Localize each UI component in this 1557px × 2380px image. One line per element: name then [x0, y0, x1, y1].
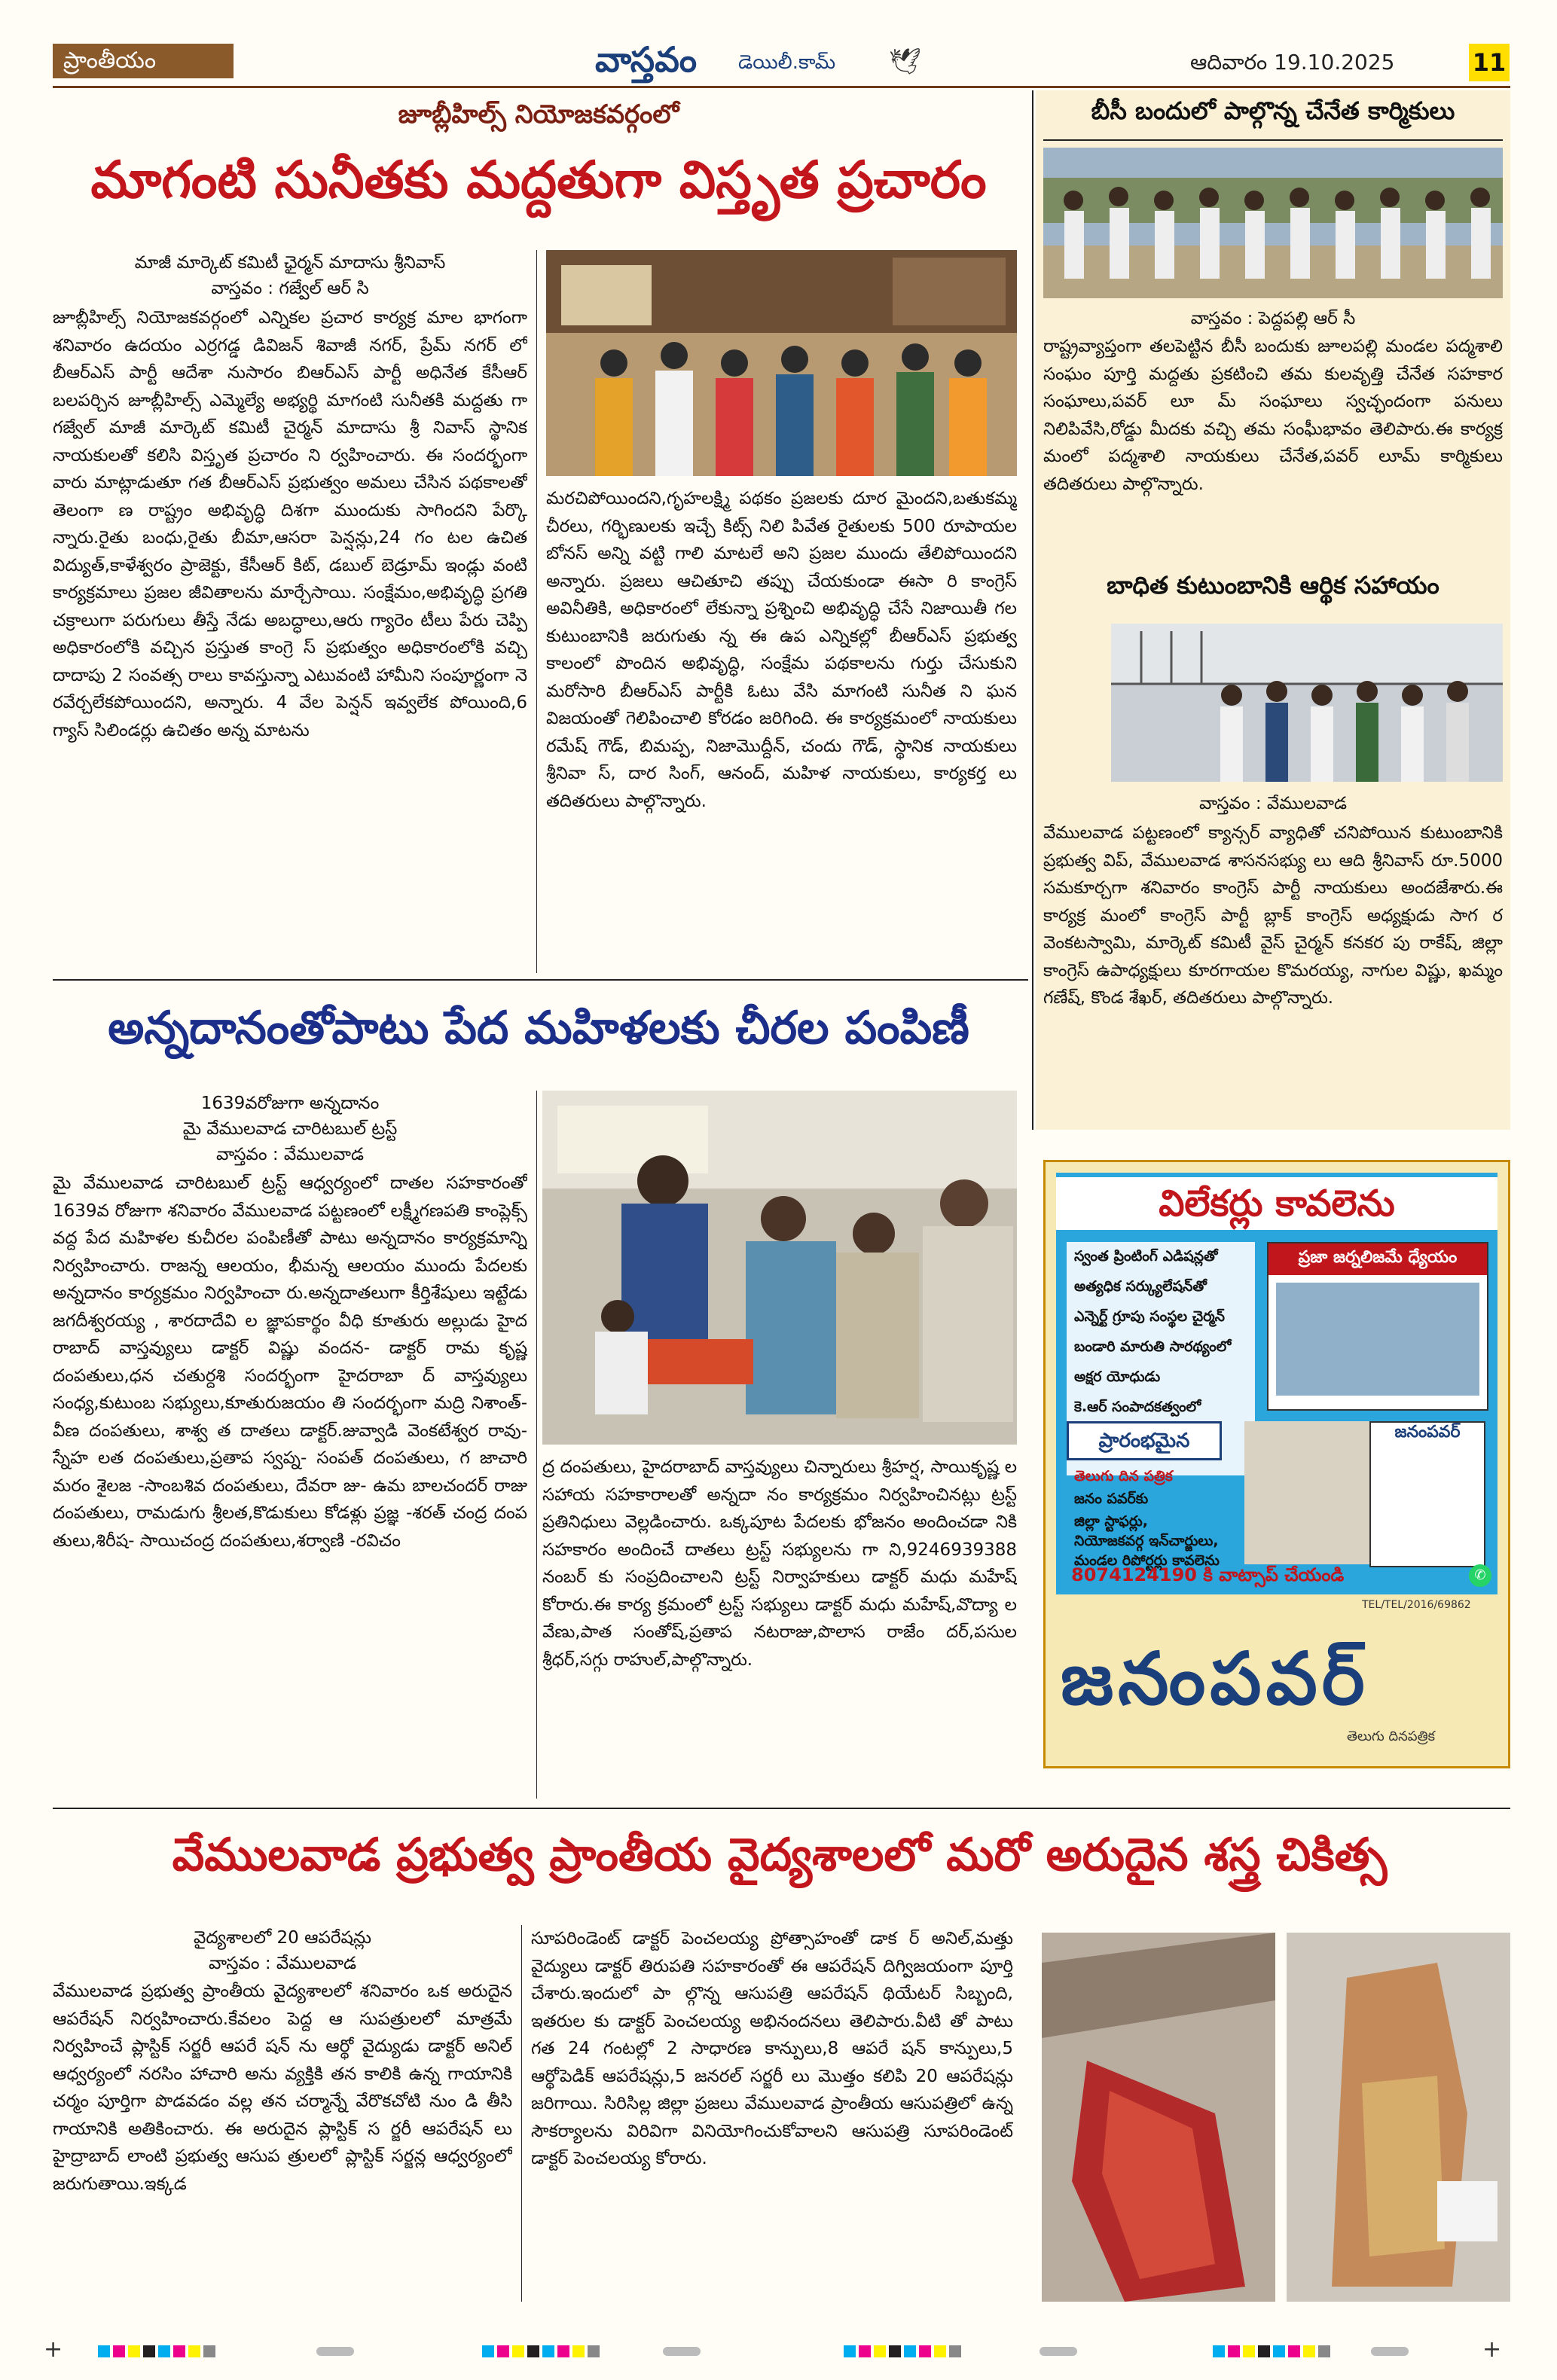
story3-column-1: వేములవాడ ప్రభుత్వ ప్రాంతీయ వైద్యశాలలో శనివారం ఒక అరుదైన ఆపరేషన్ నిర్వహించారు.కేవలం పెద్ద ఆ సుపత్రులలో మాత్రమే నిర్వహించే ప్లాస్టిక్ సర్జరీ ఆపరే షన్ ను ఆర్థో వైద్యుడు డాక్టర్ అనిల్ ఆధ్వర్యంలో నరసిం హాచారి అను వ్యక్తికి తన కాలికి ఉన్న గాయానికి చర్మం పూర్తిగా పొడవడం వల్ల తన చర్మాన్నే వేరొకచోటి నుం డి తీసి గాయానికి అతికించారు. ఈ అరుదైన ప్లాస్టిక్ స ర్జరీ ఆపరేషన్ లు హైద్రాబాద్ లాంటి ప్రభుత్వ ఆసుప త్రులలో ప్లాస్టిక్ సర్జన్ల ఆధ్వర్యంలో జరుగుతాయి.ఇక్కడ	[53, 1982, 512, 2194]
side2-body: వేములవాడ పట్టణంలో క్యాన్సర్ వ్యాధితో చనిపోయిన కుటుంబానికి ప్రభుత్వ విప్, వేములవాడ శాసనసభ్యు లు ఆది శ్రీనివాస్ రూ.5000 సమకూర్చగా శనివారం కాంగ్రెస్ పార్టీ నాయకులు అందజేశారు.ఈ కార్యక్ర మంలో కాంగ్రెస్ పార్టీ బ్లాక్ కాంగ్రెస్ అధ్యక్షుడు సాగ ర వెంకటస్వామి, మార్కెట్ కమిటీ వైస్ చైర్మన్ కనకర పు రాకేష్, జిల్లా కాంగ్రెస్ ఉపాధ్యక్షులు కూరగాయల కొమరయ్య, నాగుల విష్ణు, ఖమ్మం గణేష్, కొండ శేఖర్, తదితరులు పాల్గొన్నారు.	[1043, 823, 1503, 1008]
color-swatch	[188, 2345, 200, 2357]
story3-column-2: సూపరిండెంట్ డాక్టర్ పెంచలయ్య ప్రోత్సాహంతో డాక ర్ అనిల్,మత్తు వైద్యులు డాక్టర్ తిరుపతి సహకారంతో ఈ ఆపరేషన్ దిగ్విజయంగా పూర్తి చేశారు.ఇందులో పా ల్గొన్న ఆసుపత్రి ఆపరేషన్ థియేటర్ సిబ్బంది, ఇతరుల కు డాక్టర్ పెంచలయ్య అభినందనలు తెలిపారు.వీటి తో పాటు గత 24 గంటల్లో 2 సాధారణ కాన్పులు,8 ఆపరే షన్ కాన్పులు,5 ఆర్థోపెడిక్ ఆపరేషన్లు,5 జనరల్ సర్జరీ లు మొత్తం కలిపి 20 ఆపరేషన్లు జరిగాయి. సిరిసిల్ల జిల్లా ప్రజలు వేములవాడ ప్రాంతీయ ఆసుపత్రిలో ఉన్న సౌకర్యాలను విరివిగా వినియోగించుకోవాలని ఆసుపత్రి సూపరిండెంట్ డాక్టర్ పెంచలయ్య కోరారు.	[531, 1929, 1013, 2168]
weavers-protest-photo	[1043, 148, 1503, 298]
ad-brand-tagline: తెలుగు దినపత్రిక	[1347, 1729, 1436, 1744]
whatsapp-icon: ✆	[1469, 1564, 1491, 1587]
color-swatch	[1243, 2345, 1255, 2357]
side1-headline: బీసీ బందులో పాల్గొన్న చేనేత కార్మికులు	[1091, 96, 1455, 125]
sidebar-divider	[1032, 90, 1033, 1130]
ad-brand-logo: జనంపవర్	[1061, 1637, 1369, 1721]
color-calibration-bars	[90, 2344, 1476, 2360]
page-number: 11	[1469, 44, 1510, 81]
ad-banner: ప్రజా జర్నలిజమే ధ్యేయం	[1268, 1243, 1487, 1275]
color-swatch	[203, 2345, 215, 2357]
color-swatch	[527, 2345, 539, 2357]
registration-mark-icon: +	[1482, 2336, 1502, 2363]
ad-line: తెలుగు దిన పత్రిక	[1074, 1468, 1173, 1484]
color-swatch	[128, 2345, 140, 2357]
color-swatch	[919, 2345, 931, 2357]
ad-line: అక్షర యోధుడు	[1074, 1368, 1161, 1385]
column-divider	[536, 250, 537, 973]
story2-column-2: ద్ర దంపతులు, హైదరాబాద్ వాస్తవ్యులు చిన్నారులు శ్రీహర్ష, సాయికృష్ణ ల సహాయ సహకారాలతో అన్నదా నం కార్యక్రమం నిర్వహించినట్లు ట్రస్ట్ ప్రతినిధులు వెల్లడించారు. ఒక్కపూట పేదలకు భోజనం అందించడా నికి సహకారం అందించే దాతలు ట్రస్ట్ సభ్యులను గా ని,9246939388 నంబర్ కు సంప్రదించాలని ట్రస్ట్ నిర్వాహకులు డాక్టర్ మధు మహేష్ కోరారు.ఈ కార్య క్రమంలో ట్రస్ట్ సభ్యులు డాక్టర్ మధు మహేష్,వొద్యా ల వేణు,పాత సంతోష్,ప్రతాప నటరాజు,పొలాస రాజేం దర్,పసుల శ్రీధర్,సగ్గు రాహుల్,పాల్గొన్నారు.	[542, 1457, 1017, 1670]
color-swatch	[143, 2345, 155, 2357]
saree-distribution-photo	[542, 1091, 1017, 1445]
color-swatch	[557, 2345, 569, 2357]
column-divider	[521, 1925, 522, 2302]
ad-line: స్వంత ప్రింటింగ్ ఎడిషన్లతో	[1074, 1248, 1218, 1265]
color-swatch	[482, 2345, 494, 2357]
story3-headline: వేములవాడ ప్రభుత్వ ప్రాంతీయ వైద్యశాలలో మరో అరుదైన శస్త్ర చికిత్స	[172, 1829, 1388, 1881]
ad-line: మండల రిపోర్టర్లు కావలెను	[1074, 1552, 1220, 1569]
story3-byline-count: వైద్యశాలలో 20 ఆపరేషన్లు	[194, 1928, 371, 1948]
gray-swatch	[316, 2347, 354, 2356]
ad-mini-paper: జనంపవర్	[1369, 1421, 1485, 1567]
aid-handover-photo	[1111, 624, 1503, 782]
story3-byline-place: వాస్తవం : వేములవాడ	[209, 1954, 356, 1973]
color-swatch	[512, 2345, 524, 2357]
ad-line: కె.ఆర్ సంపాదకత్వంలో	[1074, 1399, 1201, 1415]
color-swatch	[889, 2345, 901, 2357]
color-swatch	[542, 2345, 554, 2357]
color-swatch	[904, 2345, 916, 2357]
color-swatch	[1303, 2345, 1315, 2357]
story-divider	[53, 979, 1028, 981]
ad-line: జనం పవర్‌కు	[1074, 1491, 1149, 1507]
color-swatch	[949, 2345, 961, 2357]
color-swatch	[859, 2345, 871, 2357]
color-swatch	[1288, 2345, 1300, 2357]
masthead-subtitle: డెయిలీ.కామ్	[738, 51, 836, 74]
color-swatch	[934, 2345, 946, 2357]
color-swatch	[572, 2345, 585, 2357]
story2-column-1: మై వేములవాడ చారిటబుల్ ట్రస్ట్ ఆధ్వర్యంలో దాతల సహకారంతో 1639వ రోజుగా శనివారం వేములవాడ పట్టణంలో లక్ష్మీగణపతి కాంప్లెక్స్ వద్ద పేద మహిళల కుచీరల పంపిణీతో పాటు అన్నదానం కార్యక్రమాన్ని నిర్వహించారు. రాజన్న ఆలయం, భీమన్న ఆలయం ముందు పేదలకు అన్నదానం కార్యక్రమం నిర్వహించా రు.అన్నదాతలుగా కీర్తిశేషులు ఇట్టేడు జగదీశ్వరయ్య , శారదాదేవి ల జ్ఞాపకార్థం వీధి కూతురు అల్లుడు హైద రాబాద్ వాస్తవ్యులు డాక్టర్ విష్ణు వందన- డాక్టర్ రామ కృష్ణ దంపతులు,ధన చతుర్దశి సందర్భంగా హైదరాబా ద్ వాస్తవ్యులు సంధ్య,కుటుంబ సభ్యులు,కూతురుజయం తి సందర్భంగా మద్రి నిశాంత్- వీణ దంపతులు, శాశ్వ త దాతలు డాక్టర్.జువ్వాడి వెంకటేశ్వర రావు- స్నేహ లత దంపతులు,ప్రతాప స్వప్న- సంపత్ దంపతులు, గ జాచారి మరం శైలజ -సాంబశివ దంపతులు, దేవరా జు- ఉమ బాలచందర్ రాజు దంపతులు, రామడుగు శ్రీలత,కొడుకులు కోడళ్లు ప్రజ్ఞ -శరత్ చంద్ర దంప తులు,శిరీష- సాయిచంద్ర దంపతులు,శర్వాణి -రవిచం	[53, 1173, 527, 1551]
side1-body: రాష్ట్రవ్యాప్తంగా తలపెట్టిన బీసీ బందుకు జూలపల్లి మండల పద్మశాలి సంఘం పూర్తి మద్దతు ప్రకటించి తమ కులవృత్తి చేనేత సహకార సంఘాలు,పవర్ లూ మ్ సంఘాలు స్వచ్ఛందంగా పనులు నిలిపివేసి,రోడ్డు మీదకు వచ్చి తమ సంఘీభావం తెలిపారు.ఈ కార్యక్ర మంలో పద్మశాలి నాయకులు చేనేత,పవర్ లూమ్ కార్మికులు తదితరులు పాల్గొన్నారు.	[1043, 337, 1503, 494]
side1-rule	[1043, 139, 1503, 141]
ad-line: అత్యధిక సర్క్యులేషన్‌తో	[1074, 1278, 1207, 1295]
page-header	[53, 39, 1510, 88]
story1-column-2: మరచిపోయిందని,గృహలక్ష్మి పథకం ప్రజలకు దూర మైందని,బతుకమ్మ చీరలు, గర్భిణులకు ఇచ్చే కిట్స్ నిలి పివేత రైతులకు 500 రూపాయల బోనస్ అన్ని వట్టి గాలి మాటలే అని ప్రజల ముందు తేలిపోయిందని అన్నారు. ప్రజలు ఆచితూచి తప్పు చేయకుండా ఈసా రి కాంగ్రెస్ అవినీతికి, అధికారంలో లేకున్నా ప్రశ్నించి అభివృద్ధి చేసే నిజాయితీ గల కుటుంబానికి జరుగుతు న్న ఈ ఉప ఎన్నికల్లో బీఆర్ఎస్ ప్రభుత్వ కాలంలో పొందిన అభివృద్ధి, సంక్షేమ పథకాలను గుర్తు చేసుకుని మరోసారి బీఆర్ఎస్ పార్టీకి ఓటు వేసి మాగంటి సునీత ని ఘన విజయంతో గెలిపించాలి కోరడం జరిగింది. ఈ కార్యక్రమంలో నాయకులు రమేష్ గౌడ్, బిమప్ప, నిజామొద్దీన్, చందు గౌడ్, స్థానిక నాయకులు శ్రీనివా స్, దార సింగ్, ఆనంద్, మహిళ నాయకులు, కార్యకర్త లు తదితరులు పాల్గొన్నారు.	[546, 489, 1017, 811]
color-swatch	[1258, 2345, 1270, 2357]
ad-line: జిల్లా స్టాఫర్లు,	[1074, 1513, 1148, 1530]
story1-byline-place: వాస్తవం : గజ్వేల్ ఆర్ సి	[211, 279, 369, 298]
registration-mark-icon: +	[44, 2336, 63, 2363]
surgery-photo-2	[1287, 1933, 1510, 2302]
side2-headline: బాధిత కుటుంబానికి ఆర్థిక సహాయం	[1107, 571, 1439, 600]
ad-line: నియోజకవర్గ ఇన్‌చార్జులు,	[1074, 1533, 1219, 1549]
story1-byline-title: మాజీ మార్కెట్ కమిటీ ఛైర్మన్ మాదాసు శ్రీనివాస్	[134, 253, 446, 273]
color-swatch	[844, 2345, 856, 2357]
masthead-title: వాస్తవం	[595, 39, 698, 80]
ad-phone: 8074124190 కి వాట్సాప్ చేయండి	[1071, 1564, 1345, 1585]
side2-byline: వాస్తవం : వేములవాడ	[1199, 794, 1347, 813]
surgery-photo-1	[1042, 1933, 1275, 2302]
story1-column-1: జూబ్లీహిల్స్ నియోజకవర్గంలో ఎన్నికల ప్రచార కార్యక్ర మాల భాగంగా శనివారం ఉదయం ఎర్రగడ్డ డివిజన్ శివాజీ నగర్, ప్రేమ్ నగర్ లో బీఆర్ఎస్ పార్టీ ఆదేశా నుసారం బిఆర్ఎస్ పార్టీ అధినేత కేసీఆర్ బలపర్చిన జూబ్లీహిల్స్ ఎమ్మెల్యే అభ్యర్థి మాగంటి సునీతకి మద్దతు గా గజ్వేల్ మాజీ మార్కెట్ కమిటీ చైర్మన్ మాదాసు శ్రీ నివాస్ స్థానిక నాయకులతో కలిసి విస్తృత ప్రచారం ని ర్వహించారు. ఈ సందర్భంగా వారు మాట్లాడుతూ గత బీఆర్ఎస్ ప్రభుత్వం అమలు చేసిన పథకాలతో తెలంగా ణ రాష్ట్రం అభివృద్ధి దిశగా ముందుకు సాగిందని పేర్కొ న్నారు.రైతు బంధు,రైతు బీమా,ఆసరా పెన్షన్లు,24 గం టల ఉచిత విద్యుత్,కాళేశ్వరం ప్రాజెక్టు, కేసీఆర్ కిట్, డబుల్ బెడ్రూమ్ ఇండ్లు వంటి కార్యక్రమాలు ప్రజల జీవితాలను మార్చేసాయి. సంక్షేమం,అభివృద్ధి ప్రగతి చక్రాలుగా పరుగులు తీస్తే నేడు అబద్ధాలు,ఆరు గ్యారెం టీలు పేరు చెప్పి అధికారంలోకి వచ్చిన ప్రస్తుత కాంగ్రె స్ ప్రభుత్వం అధికారంలోకి వచ్చి దాదాపు 2 సంవత్స రాలు కావస్తున్నా ఎటువంటి హామీని సంపూర్ణంగా నె రవేర్చలేకపోయిందని, అన్నారు. 4 వేల పెన్షన్ ఇవ్వలేక పోయింది,6 గ్యాస్ సిలిండర్లు ఉచితం అన్న మాటను	[53, 308, 527, 740]
color-swatch	[1318, 2345, 1330, 2357]
ad-line: ఎన్నెర్ట్ గ్రూపు సంస్థల చైర్మన్	[1074, 1308, 1225, 1325]
color-swatch	[98, 2345, 110, 2357]
ad-line: బండారి మారుతి సారథ్యంలో	[1074, 1338, 1232, 1355]
ad-title: విలేకర్లు కావలెను	[1056, 1177, 1497, 1230]
gray-swatch	[1371, 2347, 1409, 2356]
recruitment-ad	[1043, 1160, 1510, 1768]
color-swatch	[1213, 2345, 1225, 2357]
gray-swatch	[663, 2347, 701, 2356]
story2-byline-days: 1639వరోజుగా అన్నదానం	[200, 1094, 380, 1113]
ad-paper-photo	[1276, 1283, 1479, 1396]
color-swatch	[113, 2345, 125, 2357]
color-swatch	[874, 2345, 886, 2357]
issue-date: ఆదివారం 19.10.2025	[1190, 50, 1395, 75]
story1-kicker: జూబ్లీహిల్స్ నియోజకవర్గంలో	[398, 99, 679, 130]
color-swatch	[588, 2345, 600, 2357]
color-swatch	[158, 2345, 170, 2357]
color-swatch	[1228, 2345, 1240, 2357]
color-swatch	[1273, 2345, 1285, 2357]
story2-byline-trust: మై వేములవాడ చారిటబుల్ ట్రస్ట్	[182, 1119, 398, 1139]
ad-paper-preview	[1267, 1242, 1488, 1411]
gray-swatch	[1040, 2347, 1077, 2356]
side1-byline: వాస్తవం : పెద్దపల్లి ఆర్ సీ	[1190, 309, 1356, 328]
bird-icon: 🕊	[889, 47, 922, 77]
column-divider	[536, 1091, 537, 1799]
story2-headline: అన్నదానంతోపాటు పేద మహిళలకు చీరల పంపిణీ	[108, 1002, 969, 1054]
ad-registration: TEL/TEL/2016/69862	[1362, 1599, 1471, 1611]
section-label: ప్రాంతీయం	[53, 44, 234, 78]
story2-byline-place: వాస్తవం : వేములవాడ	[216, 1145, 364, 1164]
story-divider	[53, 1808, 1510, 1809]
story1-headline: మాగంటి సునీతకు మద్దతుగా విస్తృత ప్రచారం	[90, 151, 987, 210]
color-swatch	[497, 2345, 509, 2357]
campaign-photo	[546, 250, 1017, 476]
ad-top-panel	[1056, 1173, 1497, 1594]
ad-start-label: ప్రారంభమైన	[1067, 1421, 1222, 1460]
color-swatch	[173, 2345, 185, 2357]
ad-people-photo	[1244, 1421, 1485, 1564]
